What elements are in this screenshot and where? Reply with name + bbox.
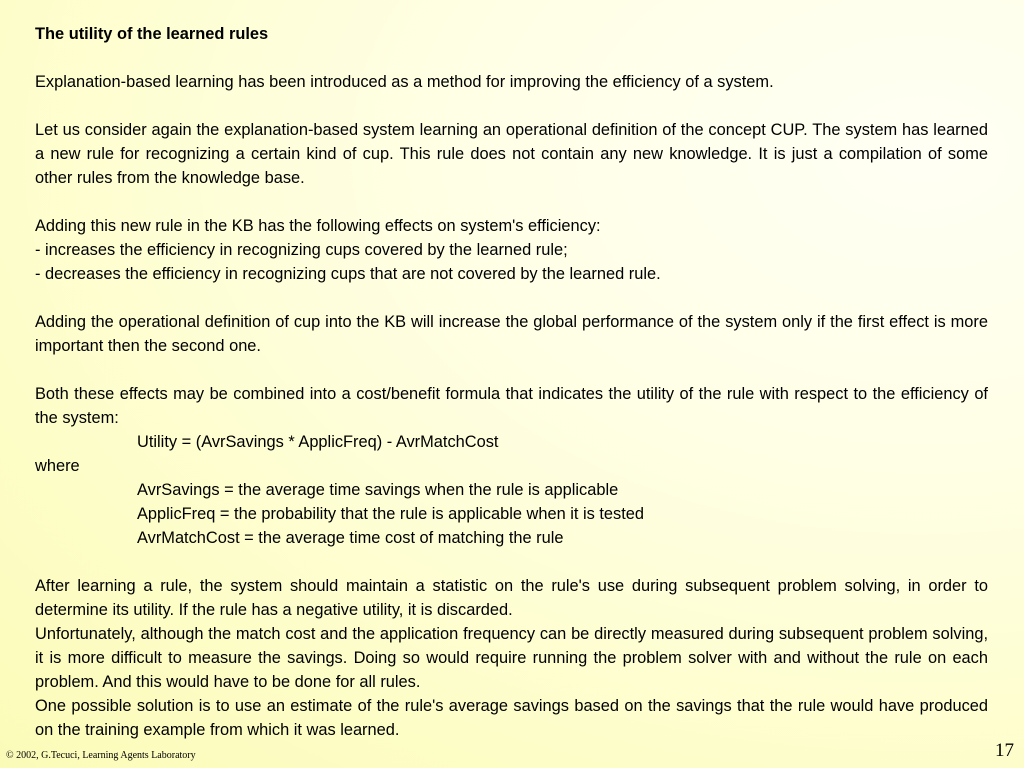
- utility-formula: Utility = (AvrSavings * ApplicFreq) - AvrMatchCost: [137, 433, 499, 451]
- spacer: [35, 550, 988, 574]
- definition-avrsavings: AvrSavings = the average time savings when the rule is applicable: [137, 481, 619, 499]
- footer-copyright: © 2002, G.Tecuci, Learning Agents Laboratory: [6, 750, 196, 761]
- where-label: where: [35, 457, 80, 475]
- slide-title: The utility of the learned rules: [35, 25, 269, 43]
- effect-increase: - increases the efficiency in recognizing cups covered by the learned rule;: [35, 241, 568, 259]
- definition-applicfreq: ApplicFreq = the probability that the rule is applicable when it is tested: [137, 505, 645, 523]
- intro-paragraph: Explanation-based learning has been introduced as a method for improving the efficiency of a system.: [35, 73, 774, 91]
- slide-body: [35, 22, 988, 742]
- page-number: 17: [995, 740, 1014, 761]
- cup-paragraph: Let us consider again the explanation-based system learning an operational definition of the concept CUP. The system has learned a new rule for recognizing a certain kind of cup. This rule does not contain any new knowledge. It is just a compilation of some other rules from the knowledge base.: [35, 121, 988, 187]
- spacer: [35, 358, 988, 382]
- effects-intro: Adding this new rule in the KB has the following effects on system's efficiency:: [35, 217, 601, 235]
- definition-avrmatchcost: AvrMatchCost = the average time cost of matching the rule: [137, 529, 564, 547]
- formula-intro-paragraph: Both these effects may be combined into a cost/benefit formula that indicates the utility of the rule with respect to the efficiency of the system:: [35, 385, 988, 427]
- unfortunately-paragraph: Unfortunately, although the match cost and the application frequency can be directly measured during subsequent problem solving, it is more difficult to measure the savings. Doing so would require running the problem solver with and without the rule on each problem. And this would have to be done for all rules.: [35, 625, 988, 691]
- global-performance-paragraph: Adding the operational definition of cup into the KB will increase the global performance of the system only if the first effect is more important then the second one.: [35, 313, 988, 355]
- effect-decrease: - decreases the efficiency in recognizing cups that are not covered by the learned rule.: [35, 265, 661, 283]
- statistic-paragraph: After learning a rule, the system should maintain a statistic on the rule's use during subsequent problem solving, in order to determine its utility. If the rule has a negative utility, it is discarded.: [35, 577, 988, 619]
- spacer: [35, 94, 988, 118]
- spacer: [35, 286, 988, 310]
- spacer: [35, 46, 988, 70]
- spacer: [35, 190, 988, 214]
- solution-paragraph: One possible solution is to use an estimate of the rule's average savings based on the savings that the rule would have produced on the training example from which it was learned.: [35, 697, 988, 739]
